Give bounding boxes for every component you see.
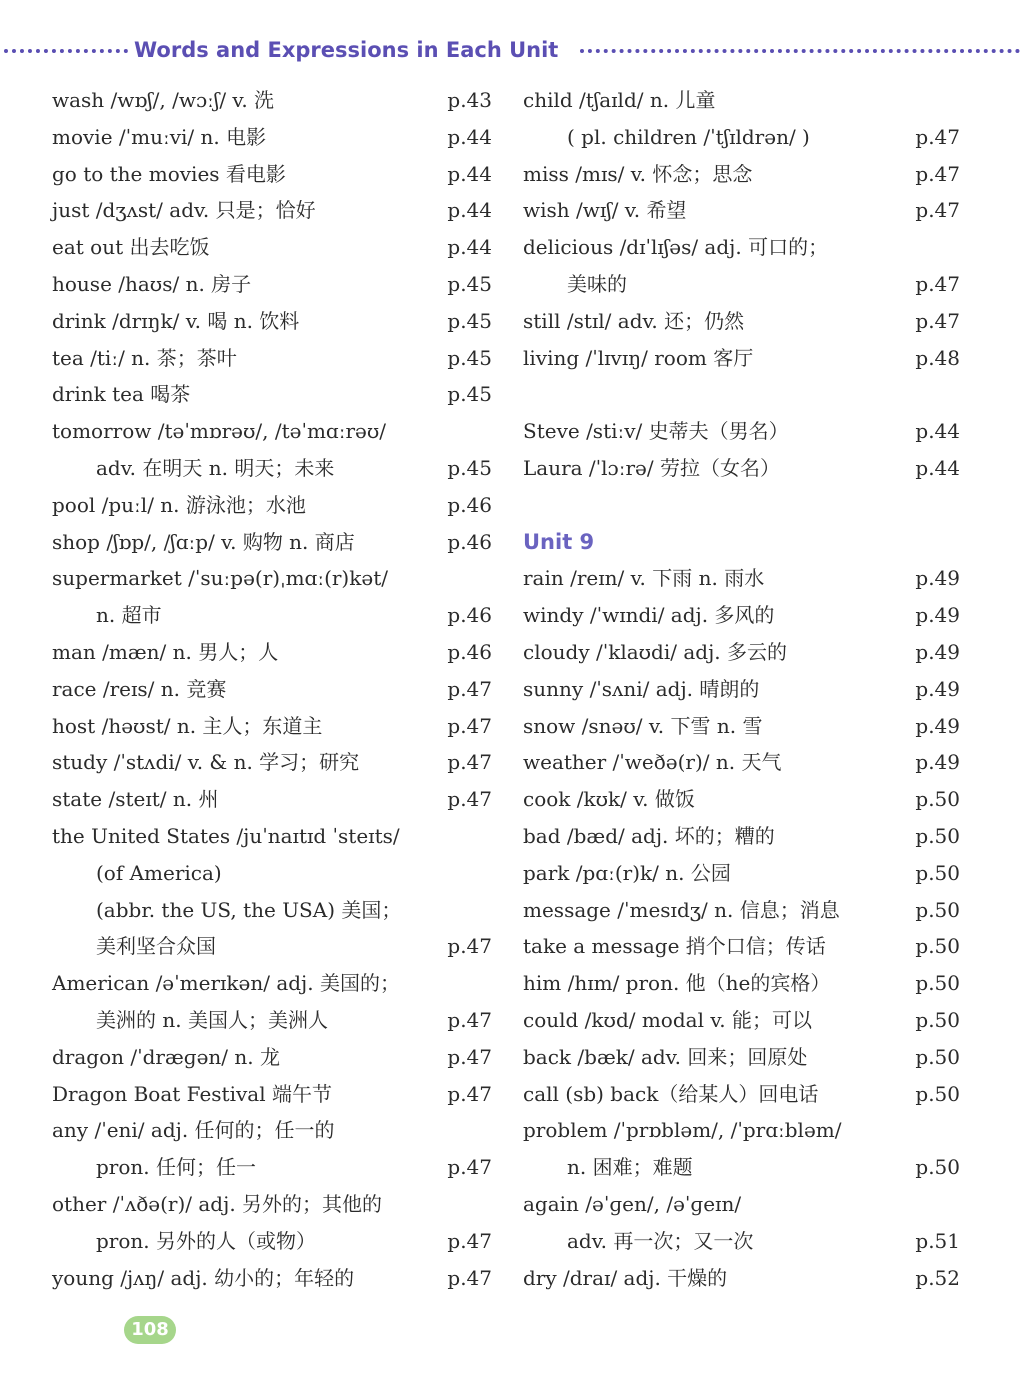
vocab-entry-text: any /ˈeni/ adj. 任何的；任一的 bbox=[52, 1118, 335, 1143]
vocab-entry-page-ref: p.50 bbox=[915, 860, 960, 885]
vocab-entry-text: pool /puːl/ n. 游泳池；水池 bbox=[52, 492, 306, 517]
vocab-entry-page-ref: p.50 bbox=[915, 823, 960, 848]
vocab-entry-text: 美利坚合众国 bbox=[96, 934, 216, 959]
vocab-entry-text: go to the movies 看电影 bbox=[52, 161, 286, 186]
page-number-badge: 108 bbox=[124, 1316, 176, 1344]
vocab-entry bbox=[523, 229, 960, 266]
vocab-entry bbox=[52, 818, 492, 855]
vocab-entry-text: n. 超市 bbox=[96, 603, 162, 628]
vocab-entry-text: problem /ˈprɒbləm/, /ˈprɑːbləm/ bbox=[523, 1118, 842, 1143]
vocab-entry bbox=[52, 450, 492, 487]
vocab-entry bbox=[52, 487, 492, 524]
vocab-entry-page-ref: p.47 bbox=[447, 1081, 492, 1106]
vocab-entry bbox=[52, 119, 492, 156]
vocab-entry bbox=[523, 1186, 960, 1223]
vocab-entry bbox=[52, 1076, 492, 1113]
vocab-entry-page-ref: p.44 bbox=[447, 235, 492, 260]
vocab-entry-text: still /stɪl/ adv. 还；仍然 bbox=[523, 308, 745, 333]
unit-heading-label: Unit 9 bbox=[523, 529, 595, 554]
vocab-entry-text: bad /bæd/ adj. 坏的；糟的 bbox=[523, 823, 775, 848]
page-title: Words and Expressions in Each Unit bbox=[134, 38, 559, 62]
vocab-entry bbox=[52, 1039, 492, 1076]
vocab-entry-text: again /əˈɡen/, /əˈɡeɪn/ bbox=[523, 1191, 742, 1216]
vocab-entry-page-ref: p.47 bbox=[447, 787, 492, 812]
vocab-entry-text: call (sb) back（给某人）回电话 bbox=[523, 1081, 819, 1106]
vocab-entry bbox=[523, 671, 960, 708]
vocab-entry bbox=[52, 892, 492, 929]
vocab-entry-page-ref: p.50 bbox=[915, 787, 960, 812]
vocab-entry-page-ref: p.50 bbox=[915, 1155, 960, 1180]
vocab-entry-page-ref: p.44 bbox=[915, 419, 960, 444]
vocab-entry-page-ref: p.47 bbox=[447, 1155, 492, 1180]
vocab-entry bbox=[52, 229, 492, 266]
vocab-entry bbox=[52, 708, 492, 745]
vocab-entry-text: drink tea 喝茶 bbox=[52, 382, 191, 407]
vocab-entry-page-ref: p.49 bbox=[915, 676, 960, 701]
vocab-entry-page-ref: p.44 bbox=[447, 124, 492, 149]
vocab-entry-text: pron. 另外的人（或物） bbox=[96, 1228, 316, 1253]
vocab-entry bbox=[523, 560, 960, 597]
vocab-entry-page-ref: p.47 bbox=[447, 1044, 492, 1069]
vocab-entry bbox=[523, 1076, 960, 1113]
vocab-entry-text: supermarket /ˈsuːpə(r)ˌmɑː(r)kət/ bbox=[52, 566, 388, 591]
vocab-entry bbox=[52, 340, 492, 377]
vocab-entry-text: young /jʌŋ/ adj. 幼小的；年轻的 bbox=[52, 1265, 355, 1290]
vocab-entry-text: (abbr. the US, the USA) 美国； bbox=[96, 897, 402, 922]
vocab-entry-text: windy /ˈwɪndi/ adj. 多风的 bbox=[523, 603, 775, 628]
vocab-entry bbox=[523, 119, 960, 156]
vocab-entry-text: shop /ʃɒp/, /ʃɑːp/ v. 购物 n. 商店 bbox=[52, 529, 355, 554]
vocab-entry bbox=[523, 303, 960, 340]
vocab-entry bbox=[523, 1260, 960, 1297]
vocab-entry-page-ref: p.45 bbox=[447, 455, 492, 480]
vocab-entry-page-ref: p.47 bbox=[915, 308, 960, 333]
vocab-entry-text: cloudy /ˈklaʊdi/ adj. 多云的 bbox=[523, 639, 787, 664]
vocab-entry-page-ref: p.48 bbox=[915, 345, 960, 370]
page-header bbox=[0, 36, 1024, 68]
vocab-entry bbox=[523, 340, 960, 377]
vocab-entry bbox=[52, 634, 492, 671]
right-column bbox=[523, 82, 960, 1296]
vocab-entry-page-ref: p.50 bbox=[915, 897, 960, 922]
vocab-entry bbox=[52, 1002, 492, 1039]
vocab-entry-text: adv. 在明天 n. 明天；未来 bbox=[96, 455, 335, 480]
vocab-entry-text: 美洲的 n. 美国人；美洲人 bbox=[96, 1007, 328, 1032]
vocab-entry-text: movie /ˈmuːvi/ n. 电影 bbox=[52, 124, 267, 149]
vocab-entry bbox=[523, 413, 960, 450]
vocab-entry-text: could /kʊd/ modal v. 能；可以 bbox=[523, 1007, 812, 1032]
vocab-entry bbox=[52, 1186, 492, 1223]
vocab-entry-text: wish /wɪʃ/ v. 希望 bbox=[523, 198, 687, 223]
vocab-entry bbox=[52, 781, 492, 818]
vocab-entry-page-ref: p.46 bbox=[447, 529, 492, 554]
vocab-entry-text: rain /reɪn/ v. 下雨 n. 雨水 bbox=[523, 566, 765, 591]
vocab-entry bbox=[523, 192, 960, 229]
vocab-entry bbox=[523, 781, 960, 818]
vocab-entry-text: Laura /ˈlɔːrə/ 劳拉（女名） bbox=[523, 455, 780, 480]
vocab-entry-page-ref: p.49 bbox=[915, 750, 960, 775]
blank-line bbox=[523, 376, 960, 413]
vocab-entry-text: dry /draɪ/ adj. 干燥的 bbox=[523, 1265, 728, 1290]
vocab-entry-text: man /mæn/ n. 男人；人 bbox=[52, 639, 279, 664]
vocab-entry-page-ref: p.45 bbox=[447, 345, 492, 370]
vocab-entry bbox=[523, 1149, 960, 1186]
vocab-entry-text: house /haʊs/ n. 房子 bbox=[52, 271, 252, 296]
vocab-entry-page-ref: p.47 bbox=[915, 161, 960, 186]
vocab-entry-page-ref: p.50 bbox=[915, 1007, 960, 1032]
vocab-entry bbox=[523, 744, 960, 781]
vocab-entry-page-ref: p.47 bbox=[447, 1228, 492, 1253]
vocab-entry bbox=[52, 413, 492, 450]
vocab-entry-text: wash /wɒʃ/, /wɔːʃ/ v. 洗 bbox=[52, 88, 275, 112]
vocab-entry bbox=[523, 82, 960, 119]
vocab-entry-page-ref: p.49 bbox=[915, 566, 960, 591]
vocab-entry-page-ref: p.50 bbox=[915, 971, 960, 996]
vocab-entry-page-ref: p.46 bbox=[447, 639, 492, 664]
vocab-entry-page-ref: p.52 bbox=[915, 1265, 960, 1290]
vocab-entry-text: eat out 出去吃饭 bbox=[52, 235, 210, 260]
vocab-entry-text: miss /mɪs/ v. 怀念；思念 bbox=[523, 161, 753, 186]
vocab-entry-page-ref: p.45 bbox=[447, 308, 492, 333]
vocab-entry-text: snow /snəʊ/ v. 下雪 n. 雪 bbox=[523, 713, 763, 738]
vocab-entry-page-ref: p.44 bbox=[447, 161, 492, 186]
vocab-entry bbox=[523, 818, 960, 855]
vocab-entry-text: the United States /juˈnaɪtɪd ˈsteɪts/ bbox=[52, 823, 400, 848]
left-column bbox=[52, 82, 492, 1296]
vocab-entry bbox=[523, 597, 960, 634]
vocab-entry-text: other /ˈʌðə(r)/ adj. 另外的；其他的 bbox=[52, 1191, 383, 1216]
vocab-entry bbox=[523, 156, 960, 193]
vocab-entry-text: pron. 任何；任一 bbox=[96, 1155, 256, 1180]
vocab-entry-page-ref: p.46 bbox=[447, 492, 492, 517]
vocab-entry-text: cook /kʊk/ v. 做饭 bbox=[523, 787, 695, 812]
vocab-entry-text: state /steɪt/ n. 州 bbox=[52, 787, 219, 812]
vocab-entry bbox=[52, 192, 492, 229]
vocab-entry-text: adv. 再一次；又一次 bbox=[567, 1228, 754, 1253]
vocab-entry-text: weather /ˈweðə(r)/ n. 天气 bbox=[523, 750, 782, 775]
vocab-entry-text: American /əˈmerɪkən/ adj. 美国的； bbox=[52, 971, 400, 996]
vocab-entry bbox=[523, 892, 960, 929]
vocab-entry-page-ref: p.47 bbox=[447, 934, 492, 959]
vocab-entry-page-ref: p.50 bbox=[915, 1081, 960, 1106]
vocab-entry-text: sunny /ˈsʌni/ adj. 晴朗的 bbox=[523, 676, 760, 701]
vocab-entry bbox=[52, 560, 492, 597]
vocab-entry-page-ref: p.49 bbox=[915, 639, 960, 664]
vocab-entry-text: Steve /stiːv/ 史蒂夫（男名） bbox=[523, 419, 789, 444]
vocab-entry bbox=[52, 965, 492, 1002]
vocab-entry bbox=[52, 303, 492, 340]
vocab-entry bbox=[523, 1112, 960, 1149]
vocab-entry bbox=[523, 266, 960, 303]
vocab-entry-page-ref: p.49 bbox=[915, 713, 960, 738]
vocab-entry-page-ref: p.47 bbox=[447, 750, 492, 775]
vocab-entry-text: take a message 捎个口信；传话 bbox=[523, 934, 826, 959]
vocab-entry bbox=[523, 1002, 960, 1039]
vocab-entry bbox=[52, 1149, 492, 1186]
vocab-entry-page-ref: p.45 bbox=[447, 271, 492, 296]
vocab-entry bbox=[52, 376, 492, 413]
vocab-entry-page-ref: p.45 bbox=[447, 382, 492, 407]
vocab-entry-text: back /bæk/ adv. 回来；回原处 bbox=[523, 1044, 808, 1069]
vocab-entry-page-ref: p.47 bbox=[447, 1265, 492, 1290]
vocab-entry-page-ref: p.46 bbox=[447, 603, 492, 628]
vocab-entry bbox=[52, 671, 492, 708]
vocab-entry-text: (of America) bbox=[96, 860, 222, 885]
vocab-entry-text: n. 困难；难题 bbox=[567, 1155, 693, 1180]
vocab-entry bbox=[52, 744, 492, 781]
vocab-entry-page-ref: p.43 bbox=[447, 88, 492, 112]
vocab-entry-text: just /dʒʌst/ adv. 只是；恰好 bbox=[52, 198, 316, 223]
header-dots-left bbox=[4, 49, 128, 53]
vocab-entry bbox=[52, 524, 492, 561]
vocab-entry-text: tomorrow /təˈmɒrəʊ/, /təˈmɑːrəʊ/ bbox=[52, 419, 387, 444]
vocab-entry bbox=[52, 855, 492, 892]
vocab-entry bbox=[52, 928, 492, 965]
vocab-entry bbox=[523, 450, 960, 487]
vocab-entry-page-ref: p.50 bbox=[915, 934, 960, 959]
vocab-entry bbox=[523, 965, 960, 1002]
vocab-entry-text: Dragon Boat Festival 端午节 bbox=[52, 1081, 332, 1106]
vocab-entry bbox=[523, 928, 960, 965]
vocab-entry-page-ref: p.47 bbox=[447, 676, 492, 701]
vocab-entry bbox=[523, 634, 960, 671]
vocab-entry-page-ref: p.47 bbox=[447, 1007, 492, 1032]
vocab-entry-text: tea /tiː/ n. 茶；茶叶 bbox=[52, 345, 237, 370]
vocab-entry-text: delicious /dɪˈlɪʃəs/ adj. 可口的； bbox=[523, 235, 829, 260]
vocab-entry bbox=[52, 597, 492, 634]
vocab-entry-page-ref: p.47 bbox=[915, 198, 960, 223]
vocab-entry bbox=[523, 1039, 960, 1076]
vocab-entry bbox=[52, 156, 492, 193]
vocab-entry-page-ref: p.47 bbox=[915, 124, 960, 149]
vocab-entry-text: host /həʊst/ n. 主人；东道主 bbox=[52, 713, 323, 738]
vocab-entry-text: child /tʃaɪld/ n. 儿童 bbox=[523, 88, 716, 112]
vocab-entry-page-ref: p.44 bbox=[447, 198, 492, 223]
vocab-entry-page-ref: p.47 bbox=[447, 713, 492, 738]
vocab-entry-text: study /ˈstʌdi/ v. & n. 学习；研究 bbox=[52, 750, 360, 775]
vocab-entry-text: dragon /ˈdræɡən/ n. 龙 bbox=[52, 1044, 280, 1069]
vocab-entry-page-ref: p.50 bbox=[915, 1044, 960, 1069]
vocab-entry bbox=[523, 1223, 960, 1260]
vocab-entry-page-ref: p.49 bbox=[915, 603, 960, 628]
blank-line bbox=[523, 487, 960, 524]
vocab-entry bbox=[523, 855, 960, 892]
vocab-entry-text: message /ˈmesɪdʒ/ n. 信息；消息 bbox=[523, 897, 840, 922]
vocab-entry-text: 美味的 bbox=[567, 271, 627, 296]
vocab-entry-text: park /pɑː(r)k/ n. 公园 bbox=[523, 860, 731, 885]
vocab-entry bbox=[52, 1112, 492, 1149]
vocab-entry-page-ref: p.51 bbox=[915, 1228, 960, 1253]
vocab-entry-text: race /reɪs/ n. 竞赛 bbox=[52, 676, 227, 701]
vocab-entry-page-ref: p.47 bbox=[915, 271, 960, 296]
vocab-entry-text: drink /drɪŋk/ v. 喝 n. 饮料 bbox=[52, 308, 300, 333]
unit-heading bbox=[523, 524, 960, 561]
vocab-entry bbox=[52, 82, 492, 119]
header-dots-right bbox=[580, 49, 1020, 53]
vocab-entry bbox=[52, 266, 492, 303]
vocab-entry-page-ref: p.44 bbox=[915, 455, 960, 480]
vocab-entry bbox=[52, 1260, 492, 1297]
vocab-entry bbox=[52, 1223, 492, 1260]
vocab-entry bbox=[523, 708, 960, 745]
vocab-entry-text: him /hɪm/ pron. 他（he的宾格） bbox=[523, 971, 831, 996]
vocab-entry-text: ( pl. children /ˈtʃɪldrən/ ) bbox=[567, 124, 810, 149]
vocab-entry-text: living /ˈlɪvɪŋ/ room 客厅 bbox=[523, 345, 754, 370]
